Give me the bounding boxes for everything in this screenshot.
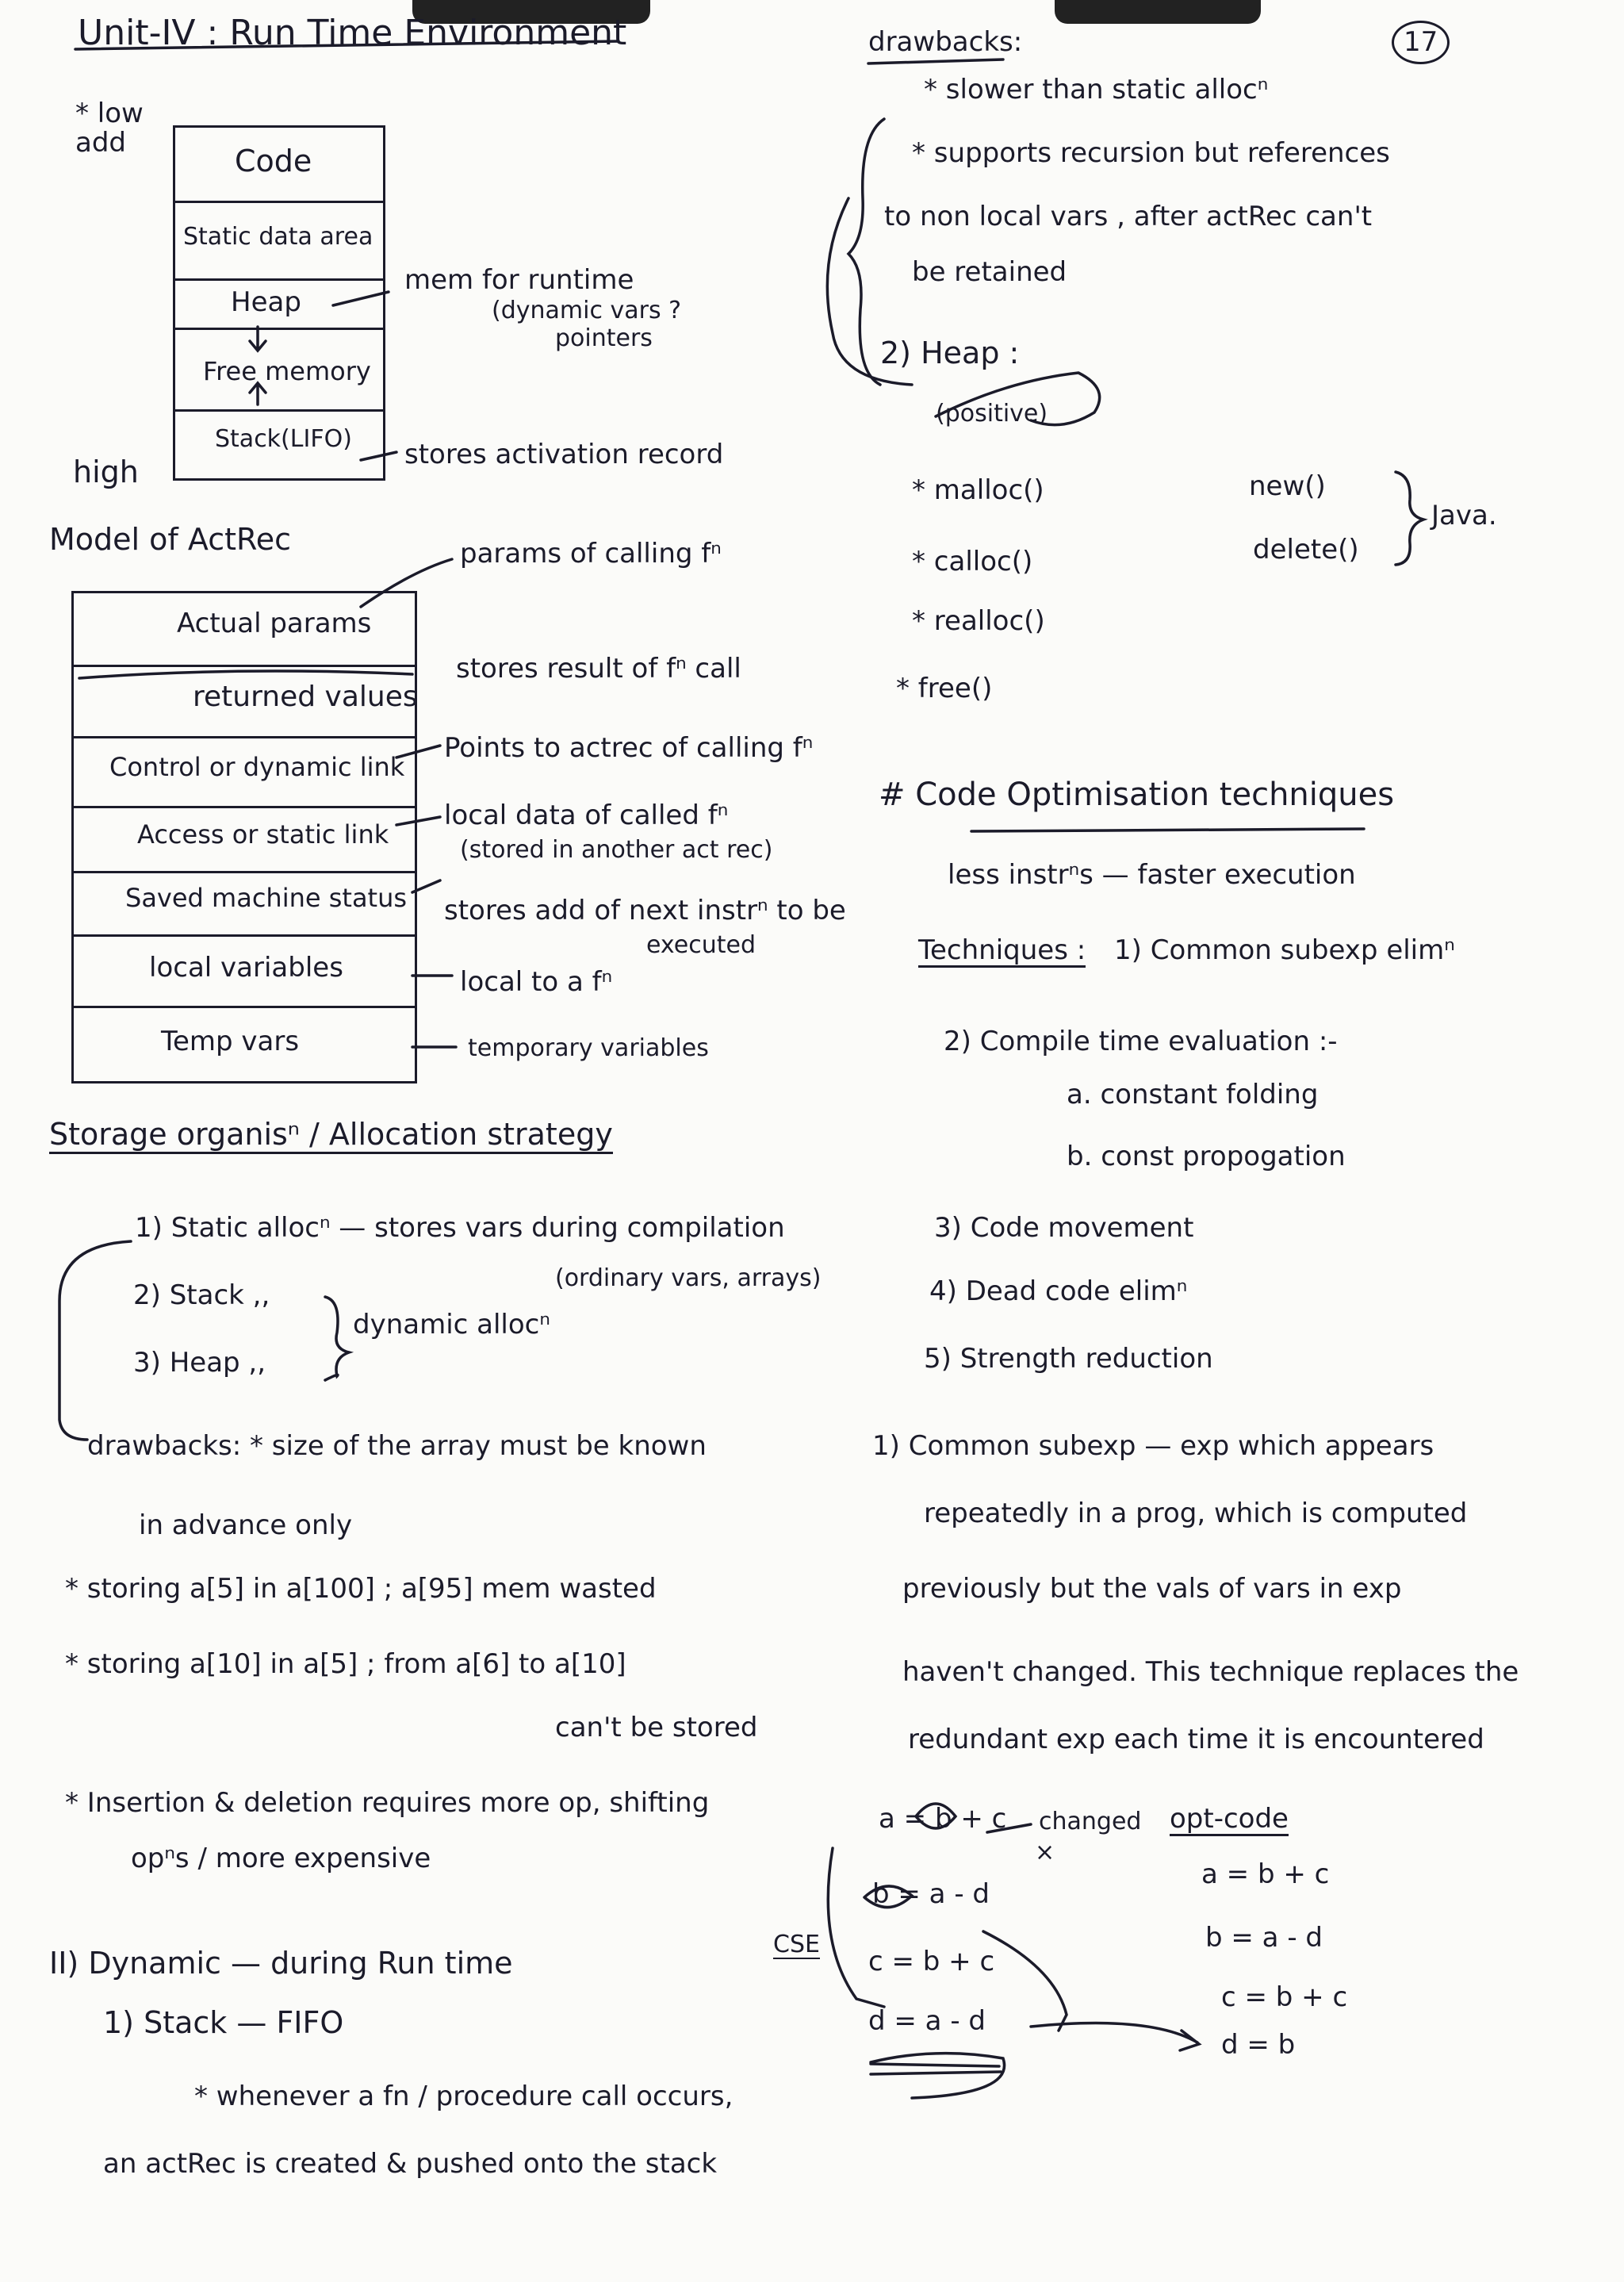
- dynamic-heading: II) Dynamic — during Run time: [49, 1946, 513, 1981]
- underline-drawbacks-right: [868, 59, 1003, 63]
- example-original-4: d = a - d: [868, 2005, 986, 2037]
- technique-2b: b. const propogation: [1067, 1141, 1346, 1172]
- memory-layout-diagram: [173, 125, 385, 481]
- right-drawback-4: be retained: [912, 256, 1067, 288]
- example-opt-2: b = a - d: [1205, 1922, 1323, 1954]
- right-drawback-2: * supports recursion but references: [912, 137, 1390, 169]
- heap-note-3: pointers: [555, 324, 653, 352]
- actrec-note-temp: temporary variables: [468, 1034, 709, 1062]
- cse-para-3: previously but the vals of vars in exp: [902, 1573, 1402, 1605]
- techniques-label: Techniques :: [918, 936, 1086, 968]
- cse-para-4: haven't changed. This technique replaces the: [902, 1656, 1519, 1688]
- dynamic-line-1: * whenever a fn / procedure call occurs,: [194, 2081, 733, 2112]
- example-original-2: b = a - d: [872, 1878, 990, 1910]
- technique-2a: a. constant folding: [1067, 1079, 1319, 1110]
- storage-drawback-3: * storing a[10] in a[5] ; from a[6] to a[10]: [65, 1648, 626, 1680]
- dynamic-stack: 1) Stack — FIFO: [103, 2005, 344, 2040]
- drawbacks-brace: [848, 119, 884, 385]
- technique-1: 1) Common subexp elimⁿ: [1114, 934, 1455, 966]
- example-opt-heading: opt-code: [1170, 1805, 1289, 1836]
- storage-item-heap: 3) Heap ,,: [133, 1347, 266, 1379]
- segment-static-data: Static data area: [183, 223, 373, 251]
- optimisation-underline: [971, 829, 1364, 831]
- right-drawbacks-heading: drawbacks:: [868, 26, 1023, 58]
- actrec-field-returned-values: returned values: [193, 681, 418, 713]
- storage-drawback-2: * storing a[5] in a[100] ; a[95] mem wasted: [65, 1573, 657, 1605]
- cse-para-5: redundant exp each time it is encountered: [908, 1724, 1484, 1755]
- actrec-note-saved: stores add of next instrⁿ to be: [444, 895, 846, 926]
- example-opt-3: c = b + c: [1221, 1981, 1348, 2013]
- optimisation-line-1: less instrⁿs — faster execution: [948, 859, 1356, 891]
- cse-para-1: 1) Common subexp — exp which appears: [872, 1430, 1434, 1462]
- cse-para-2: repeatedly in a prog, which is computed: [924, 1498, 1468, 1529]
- actrec-diagram: [71, 591, 417, 1083]
- actrec-note-params: params of calling fⁿ: [460, 538, 722, 570]
- right-drawback-1: * slower than static allocⁿ: [924, 74, 1269, 105]
- actrec-field-actual-params: Actual params: [177, 608, 372, 639]
- strikethrough-line: [871, 2064, 1001, 2074]
- heap-fn-calloc: * calloc(): [912, 546, 1033, 577]
- strikethrough-curve: [871, 2054, 1005, 2098]
- segment-heap: Heap: [231, 286, 301, 318]
- actrec-field-local-variables: local variables: [149, 952, 343, 984]
- storage-drawback-1b: in advance only: [139, 1509, 353, 1541]
- technique-2: 2) Compile time evaluation :-: [944, 1026, 1338, 1057]
- actrec-field-access-link: Access or static link: [137, 819, 389, 850]
- heap-fn-malloc: * malloc(): [912, 474, 1044, 506]
- storage-drawback-3b: can't be stored: [555, 1712, 758, 1743]
- actrec-note-control: Points to actrec of calling fⁿ: [444, 732, 814, 764]
- dynamic-line-2: an actRec is created & pushed onto the stack: [103, 2148, 718, 2180]
- segment-stack: Stack(LIFO): [215, 425, 352, 453]
- example-cse-label: CSE: [773, 1931, 820, 1958]
- actrec-note-access-2: (stored in another act rec): [460, 836, 773, 864]
- right-drawback-3: to non local vars , after actRec can't: [884, 201, 1373, 232]
- actrec-field-saved-status: Saved machine status: [125, 883, 408, 913]
- cse-arc: [828, 1848, 884, 2007]
- page-number: 17: [1392, 21, 1450, 64]
- java-brace: [1396, 472, 1423, 565]
- segment-code: Code: [235, 144, 312, 178]
- example-opt-1: a = b + c: [1201, 1858, 1330, 1890]
- technique-4: 4) Dead code elimⁿ: [929, 1275, 1188, 1307]
- technique-5: 5) Strength reduction: [924, 1343, 1213, 1375]
- cse-arc-2: [983, 1931, 1067, 2031]
- heap-sub: (positive): [936, 400, 1048, 428]
- java-fn-new: new(): [1249, 470, 1326, 502]
- dynamic-brace: [325, 1297, 349, 1380]
- storage-item-stack: 2) Stack ,,: [133, 1279, 270, 1311]
- technique-3: 3) Code movement: [934, 1212, 1194, 1244]
- actrec-note-returned: stores result of fⁿ call: [456, 653, 741, 685]
- storage-drawback-4b: opⁿs / more expensive: [131, 1843, 431, 1874]
- optimisation-heading: # Code Optimisation techniques: [879, 777, 1395, 813]
- page-title: Unit-IV : Run Time Environment: [78, 13, 627, 53]
- actrec-field-temp-vars: Temp vars: [161, 1026, 300, 1057]
- heap-note-1: mem for runtime: [404, 264, 634, 296]
- heap-fn-free: * free(): [896, 673, 993, 704]
- example-changed-label: changed: [1039, 1808, 1142, 1835]
- storage-item-static: 1) Static allocⁿ — stores vars during compilation: [135, 1212, 785, 1244]
- storage-drawbacks-label: drawbacks:: [87, 1430, 242, 1462]
- d-arrow: [1031, 2023, 1199, 2051]
- heap-heading: 2) Heap :: [880, 336, 1020, 370]
- storage-heading: Storage organisⁿ / Allocation strategy: [49, 1118, 613, 1154]
- storage-drawback-1: * size of the array must be known: [250, 1430, 707, 1462]
- example-original-3: c = b + c: [868, 1946, 995, 1977]
- actrec-note-access: local data of called fⁿ: [444, 800, 729, 831]
- low-address-label: * low add: [75, 98, 144, 159]
- java-label: Java.: [1431, 500, 1497, 531]
- actrec-note-local: local to a fⁿ: [460, 966, 613, 998]
- actrec-note-saved-2: executed: [646, 931, 756, 959]
- storage-bracket: [59, 1241, 131, 1440]
- storage-static-note: (ordinary vars, arrays): [555, 1264, 822, 1292]
- x-mark: ×: [1035, 1839, 1055, 1866]
- high-address-label: high: [73, 454, 139, 489]
- storage-drawback-4: * Insertion & deletion requires more op, shifting: [65, 1787, 710, 1819]
- actrec-field-control-link: Control or dynamic link: [109, 752, 405, 782]
- actrec-heading: Model of ActRec: [49, 522, 291, 557]
- stack-note: stores activation record: [404, 439, 724, 470]
- heap-note-2: (dynamic vars ?: [492, 297, 682, 324]
- heap-fn-realloc: * realloc(): [912, 605, 1045, 637]
- dynamic-alloc-label: dynamic allocⁿ: [353, 1309, 550, 1340]
- example-opt-4: d = b: [1221, 2029, 1296, 2061]
- example-original-1: a = b + c: [879, 1803, 1007, 1835]
- segment-free-memory: Free memory: [203, 356, 371, 386]
- java-fn-delete: delete(): [1253, 534, 1359, 566]
